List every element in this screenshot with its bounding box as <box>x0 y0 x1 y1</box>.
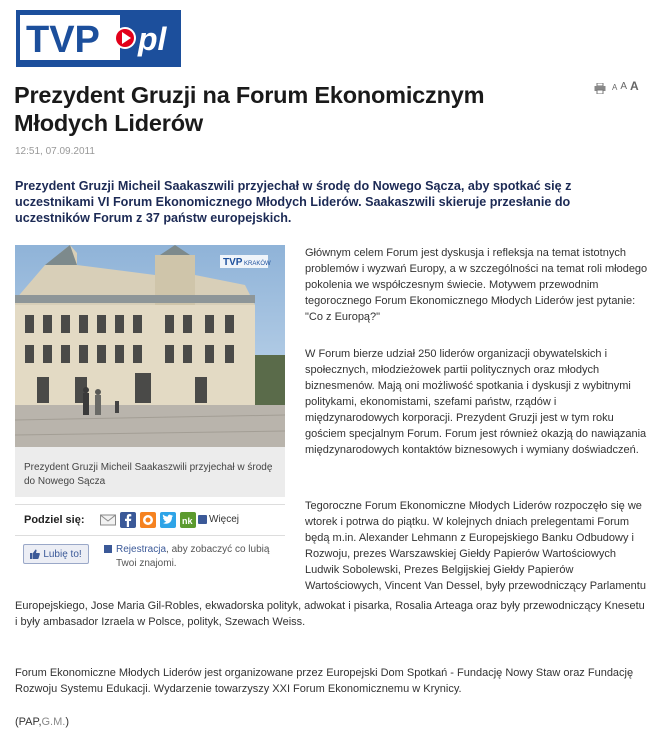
source-author: G.M. <box>41 716 66 728</box>
photo-caption-box <box>15 447 285 497</box>
more-share-icon[interactable] <box>198 515 207 524</box>
article-paragraph-2: W Forum bierze udział 250 liderów organizacji obywatelskich i społecznych, młodzieżowek partii politycznych oraz młodych biznesmenów. Mają oni możliwość spotkania i dyskusji z wybitnymi politykami, ekonomistami, szefami państw, rządów i międzynarodowych korporacji. Prezydent Gruzji jest w tym roku gościem specjalnym Forum. Forum jest również okazją do nawiązania międzynarodowych kontaktów biznesowych i wymiany doświadczeń. <box>305 348 647 456</box>
font-size-medium-button[interactable]: A <box>620 81 628 92</box>
article-source <box>15 716 69 728</box>
source-agency: (PAP, <box>15 716 42 728</box>
article-title: Prezydent Gruzji na Forum Ekonomicznym Młodych Liderów <box>14 82 485 136</box>
share-label: Podziel się: <box>24 514 85 526</box>
article-paragraph-4: Forum Ekonomiczne Młodych Liderów jest organizowane przez Europejski Dom Spotkań - Fundację Nowy Staw oraz Fundację Rozwoju Systemu Edukacji. Wydarzenie towarzyszy XXI Forum Ekonomicznemu w Krynicy. <box>15 667 634 695</box>
article-paragraph-3: Tegoroczne Forum Ekonomiczne Młodych Liderów rozpoczęło się we wtorek i potrwa do piątku. W kolejnych dniach prelegentami Forum będą m.in. Alexander Lehmann z Europejskiego Banku Odbudowy i Rozwoju, prezes Warszawskiej Giełdy Papierów Wartościowych Ludwik Sobolewski, Prezes Belgijskiej Giełdy Papierów Wartościowych, Vincent Van Dessel, były przewodniczący Parlamentu <box>305 500 646 592</box>
font-size-large-button[interactable]: A <box>630 79 639 93</box>
article-paragraph-3-continued: Europejskiego, Jose Maria Gil-Robles, ekwadorska polityk, adwokat i pisarka, Rosalia Arteaga oraz były przewodniczący Knesetu i były ambasador Izraela w Polsce, polityk, Szewach Weiss. <box>15 600 645 628</box>
article-photo[interactable] <box>15 245 285 447</box>
nk-share-text: nk <box>182 516 193 526</box>
logo-text-tvp: TVP <box>26 19 100 61</box>
email-share-icon[interactable] <box>100 512 116 528</box>
photo-watermark: TVP <box>223 257 243 268</box>
share-bar <box>15 504 285 536</box>
source-close: ) <box>65 716 70 728</box>
article-lead: Prezydent Gruzji Micheil Saakaszwili przyjechał w środę do Nowego Sącza, aby spotkać się z uczestnikami VI Forum Ekonomicznego Młodych Liderów. Saakaszwili skieruje przesłanie do uczestników Forum z 37 państw europejskich. <box>15 179 572 225</box>
photo-caption: Prezydent Gruzji Micheil Saakaszwili przyjechał w środę do Nowego Sącza <box>24 462 273 487</box>
twitter-share-icon[interactable] <box>160 512 176 528</box>
facebook-register-link[interactable]: Rejestracja <box>116 544 167 555</box>
article-date: 12:51, 07.09.2011 <box>15 146 95 157</box>
facebook-icon <box>104 545 112 553</box>
facebook-register-suffix: , aby zobaczyć co lubią Twoi znajomi. <box>116 544 270 569</box>
print-icon[interactable] <box>594 81 606 92</box>
font-size-small-button[interactable]: A <box>612 83 618 92</box>
facebook-like-label: Lubię to! <box>43 548 82 560</box>
more-share-link[interactable]: Więcej <box>209 514 240 525</box>
photo-watermark-sub: KRAKÓW <box>244 261 271 267</box>
blip-share-icon[interactable] <box>140 512 156 528</box>
article-paragraph-1: Głównym celem Forum jest dyskusja i refleksja na temat istotnych problemów i wyzwań Europy, a w szczególności na temat roli młodego pokolenia we współczesnym świecie. Motywem przewodnim tegorocznego Forum Ekonomicznego Młodych Liderów jest pytanie: "Co z Europą?" <box>305 247 648 323</box>
text-tools <box>594 80 639 92</box>
facebook-like-button[interactable] <box>23 544 89 564</box>
logo-text-pl: pl <box>138 21 167 57</box>
facebook-share-icon[interactable] <box>120 512 136 528</box>
facebook-register-text <box>116 543 286 571</box>
nk-share-icon[interactable] <box>180 512 196 528</box>
thumbs-up-icon <box>30 549 40 559</box>
facebook-like-widget <box>15 538 285 578</box>
tvp-logo[interactable] <box>16 10 181 67</box>
